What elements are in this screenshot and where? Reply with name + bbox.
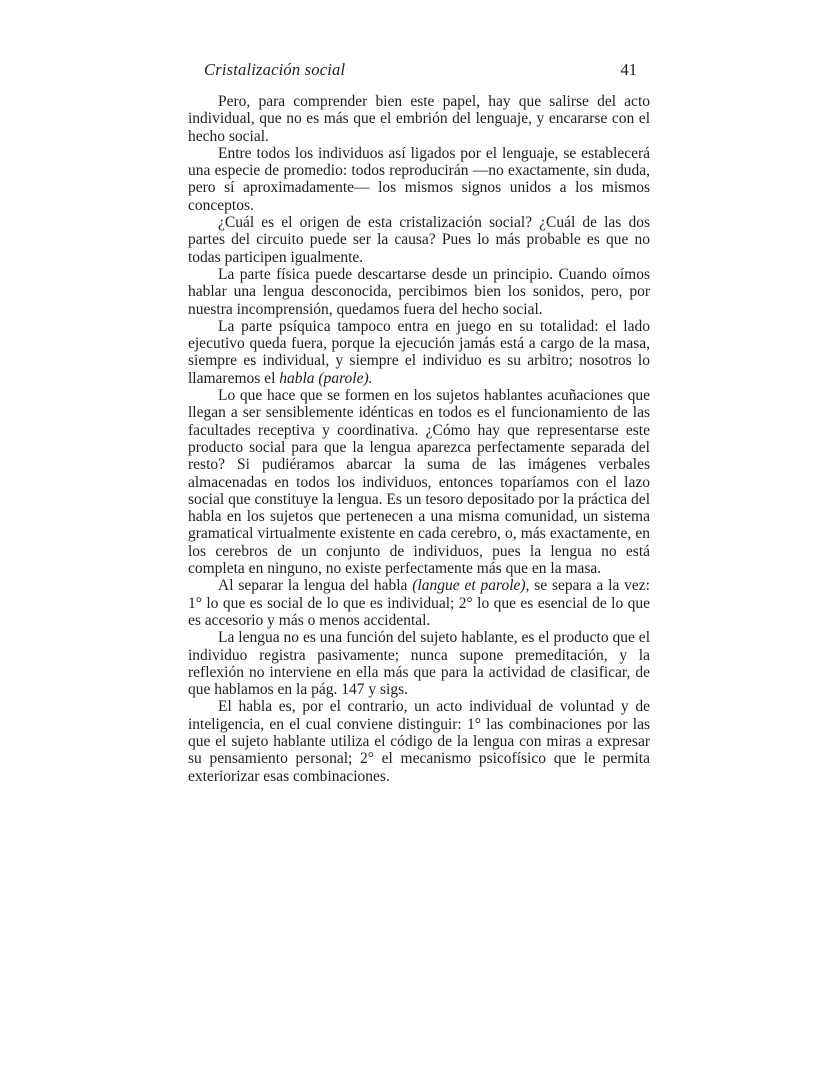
page-header <box>188 60 650 80</box>
text-run: La lengua no es una función del sujeto hablante, es el producto que el individuo registra pasivamente; nunca supone premeditación, y la reflexión no interviene en ella más que para la actividad de clasificar, de que hablamos en la pág. 147 y sigs. <box>188 629 650 699</box>
text-run: La parte física puede descartarse desde un principio. Cuando oímos hablar una lengua desconocida, percibimos bien los sonidos, pero, por nuestra incomprensión, quedamos fuera del hecho social. <box>188 265 650 318</box>
text-run: El habla es, por el contrario, un acto individual de voluntad y de inteligencia, en el cual conviene distinguir: 1° las combinaciones por las que el sujeto hablante utiliza el código de la lengua con miras a expresar su pensamiento personal; 2° el mecanismo psicofísico que le permita exteriorizar esas combinaciones. <box>188 698 650 785</box>
italic-text-run: habla (parole). <box>279 369 373 387</box>
paragraph <box>188 145 650 214</box>
text-run: Lo que hace que se formen en los sujetos hablantes acuñaciones que llegan a ser sensiblemente idénticas en todos es el funcionamiento de las facultades receptiva y coordinativa. ¿Cómo hay que representarse este producto social para que la lengua aparezca perfectamente separada del resto? Si pudiéramos abarcar la suma de las imágenes verbales almacenadas en todos los individuos, entonces toparíamos con el lazo social que constituye la lengua. Es un tesoro depositado por la práctica del habla en los sujetos que pertenecen a una misma comunidad, un sistema gramatical virtualmente existente en cada cerebro, o, más exactamente, en los cerebros de un conjunto de individuos, pues la lengua no está completa en ninguno, no existe perfectamente más que en la masa. <box>188 387 650 578</box>
paragraph <box>188 577 650 629</box>
paragraph <box>188 266 650 318</box>
paragraph <box>188 318 650 387</box>
text-run: se separa a la vez: 1° lo que es social de lo que es individual; 2° lo que es esencial de lo que es accesorio y más o menos accidental. <box>188 577 650 629</box>
text-run: La parte psíquica tampoco entra en juego en su totalidad: el lado ejecutivo queda fuera, porque la ejecución jamás está a cargo de la masa, siempre es individual, y siempre el individuo es su arbitro; nosotros lo llamaremos el <box>188 317 650 387</box>
text-run: Pero, para comprender bien este papel, hay que salirse del acto individual, que no es más que el embrión del lenguaje, y encararse con el hecho social. <box>188 93 650 145</box>
text-run: ¿Cuál es el origen de esta cristalización social? ¿Cuál de las dos partes del circuito puede ser la causa? Pues lo más probable es que no todas participen igualmente. <box>188 214 650 266</box>
text-run: Entre todos los individuos así ligados por el lenguaje, se establecerá una especie de promedio: todos reproducirán —no exactamente, sin duda, pero sí aproximadamente— los mismos signos unidos a los mismos conceptos. <box>188 144 650 214</box>
text-run: Al separar la lengua del habla <box>218 577 413 595</box>
paragraph <box>188 629 650 698</box>
running-head-title: Cristalización social <box>204 60 346 79</box>
paragraph <box>188 698 650 784</box>
paragraph <box>188 93 650 145</box>
paragraph <box>188 387 650 577</box>
italic-text-run: (langue et parole), <box>412 577 530 595</box>
page-body <box>188 93 650 785</box>
paragraph <box>188 214 650 266</box>
page-number: 41 <box>620 60 637 79</box>
